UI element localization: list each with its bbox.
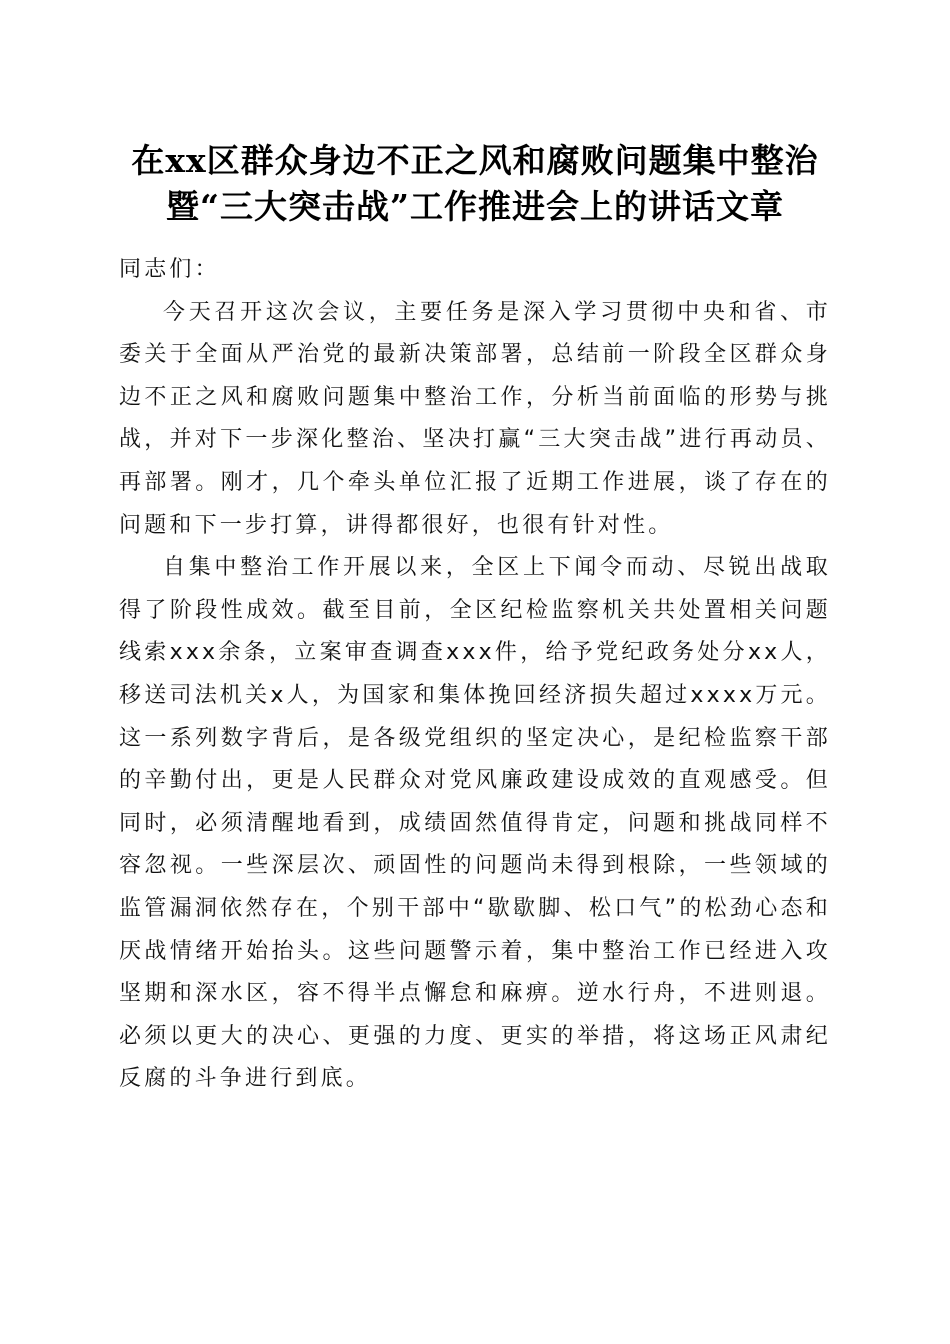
paragraph-2: 自集中整治工作开展以来，全区上下闻令而动、尽锐出战取得了阶段性成效。截至目前，全区纪检监察机关共处置相关问题线索xxx余条，立案审查调查xxx件，给予党纪政务处分xx人，移送司法机关x人，为国家和集体挽回经济损失超过xxxx万元。这一系列数字背后，是各级党组织的坚定决心，是纪检监察干部的辛勤付出，更是人民群众对党风廉政建设成效的直观感受。但同时，必须清醒地看到，成绩固然值得肯定，问题和挑战同样不容忽视。一些深层次、顽固性的问题尚未得到根除，一些领域的监管漏洞依然存在，个别干部中“歇歇脚、松口气”的松劲心态和厌战情绪开始抬头。这些问题警示着，集中整治工作已经进入攻坚期和深水区，容不得半点懈怠和麻痹。逆水行舟，不进则退。必须以更大的决心、更强的力度、更实的举措，将这场正风肃纪反腐的斗争进行到底。 bbox=[119, 555, 831, 1092]
paragraph-1: 今天召开这次会议，主要任务是深入学习贯彻中央和省、市委关于全面从严治党的最新决策部署，总结前一阶段全区群众身边不正之风和腐败问题集中整治工作，分析当前面临的形势与挑战，并对下一步深化整治、坚决打赢“三大突击战”进行再动员、再部署。刚才，几个牵头单位汇报了近期工作进展，谈了存在的问题和下一步打算，讲得都很好，也很有针对性。 bbox=[119, 299, 831, 538]
document-body bbox=[119, 249, 831, 1101]
salutation: 同志们： bbox=[119, 257, 220, 282]
document-title: 在xx区群众身边不正之风和腐败问题集中整治暨“三大突击战”工作推进会上的讲话文章 bbox=[131, 141, 819, 226]
